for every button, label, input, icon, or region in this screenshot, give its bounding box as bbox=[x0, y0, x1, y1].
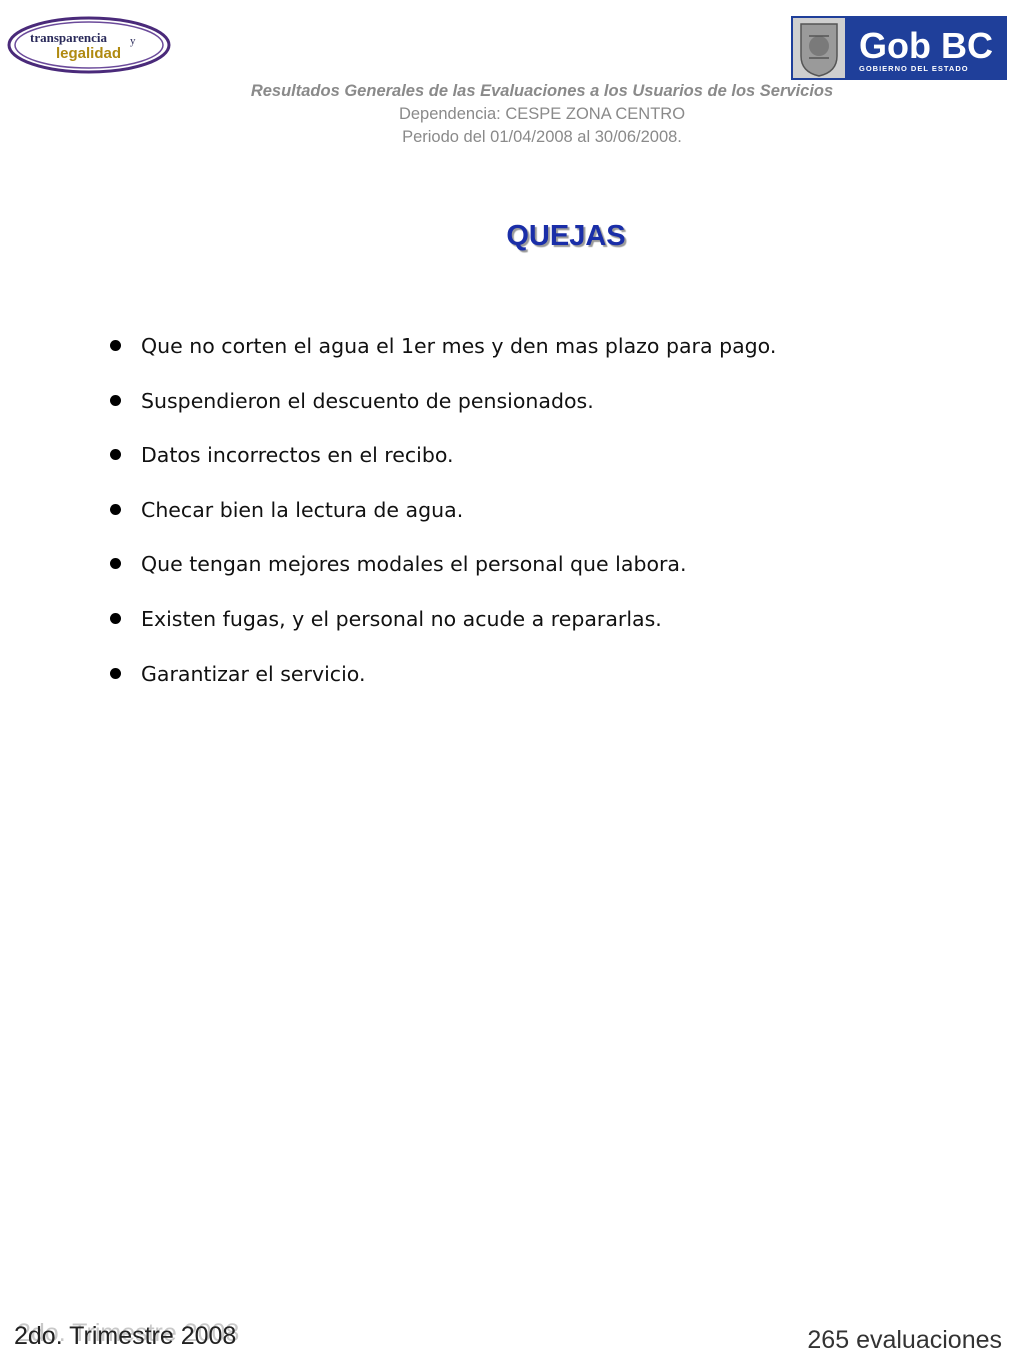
list-item-text: Suspendieron el descuento de pensionados. bbox=[141, 388, 594, 413]
footer-trimestre: 2do. Trimestre 2008 bbox=[14, 1322, 237, 1350]
list-item bbox=[108, 658, 776, 713]
list-item bbox=[108, 385, 776, 440]
list-item-text: Datos incorrectos en el recibo. bbox=[141, 443, 454, 468]
transparencia-legalidad-logo bbox=[6, 14, 172, 76]
list-item-text: Que no corten el agua el 1er mes y den mas plazo para pago. bbox=[141, 334, 777, 358]
bullet-icon bbox=[110, 395, 121, 406]
logo-text-bc: BC bbox=[941, 25, 993, 66]
logo-text-legalidad: legalidad bbox=[56, 45, 122, 62]
list-item-text: Garantizar el servicio. bbox=[141, 661, 366, 686]
quejas-list bbox=[108, 330, 776, 712]
list-item-text: Checar bien la lectura de agua. bbox=[141, 497, 464, 522]
list-item-text: Existen fugas, y el personal no acude a repararlas. bbox=[141, 606, 662, 631]
gobbc-logo bbox=[791, 16, 1007, 80]
periodo-line: Periodo del 01/04/2008 al 30/06/2008. bbox=[402, 128, 682, 146]
report-title: Resultados Generales de las Evaluaciones a los Usuarios de los Servicios bbox=[250, 82, 834, 100]
dependencia-line: Dependencia: CESPE ZONA CENTRO bbox=[398, 105, 686, 123]
bullet-icon bbox=[110, 340, 121, 351]
bullet-icon bbox=[110, 558, 121, 569]
bullet-icon bbox=[110, 613, 121, 624]
list-item bbox=[108, 603, 776, 658]
list-item-text: Que tengan mejores modales el personal que labora. bbox=[141, 552, 687, 577]
section-title: QUEJAS bbox=[506, 220, 626, 252]
logo-text-y: y bbox=[130, 35, 136, 47]
bullet-icon bbox=[110, 449, 121, 460]
list-item bbox=[108, 548, 776, 603]
footer-evaluaciones: 265 evaluaciones bbox=[807, 1326, 1002, 1354]
bullet-icon bbox=[110, 668, 121, 679]
state-seal-icon bbox=[801, 24, 837, 76]
logo-text-transparencia: transparencia bbox=[30, 30, 108, 45]
logo-text-gob: Gob bbox=[859, 25, 931, 66]
list-item bbox=[108, 494, 776, 549]
bullet-icon bbox=[110, 504, 121, 515]
logo-text-gobierno: GOBIERNO DEL ESTADO bbox=[859, 64, 969, 73]
list-item bbox=[108, 330, 776, 385]
list-item bbox=[108, 439, 776, 494]
